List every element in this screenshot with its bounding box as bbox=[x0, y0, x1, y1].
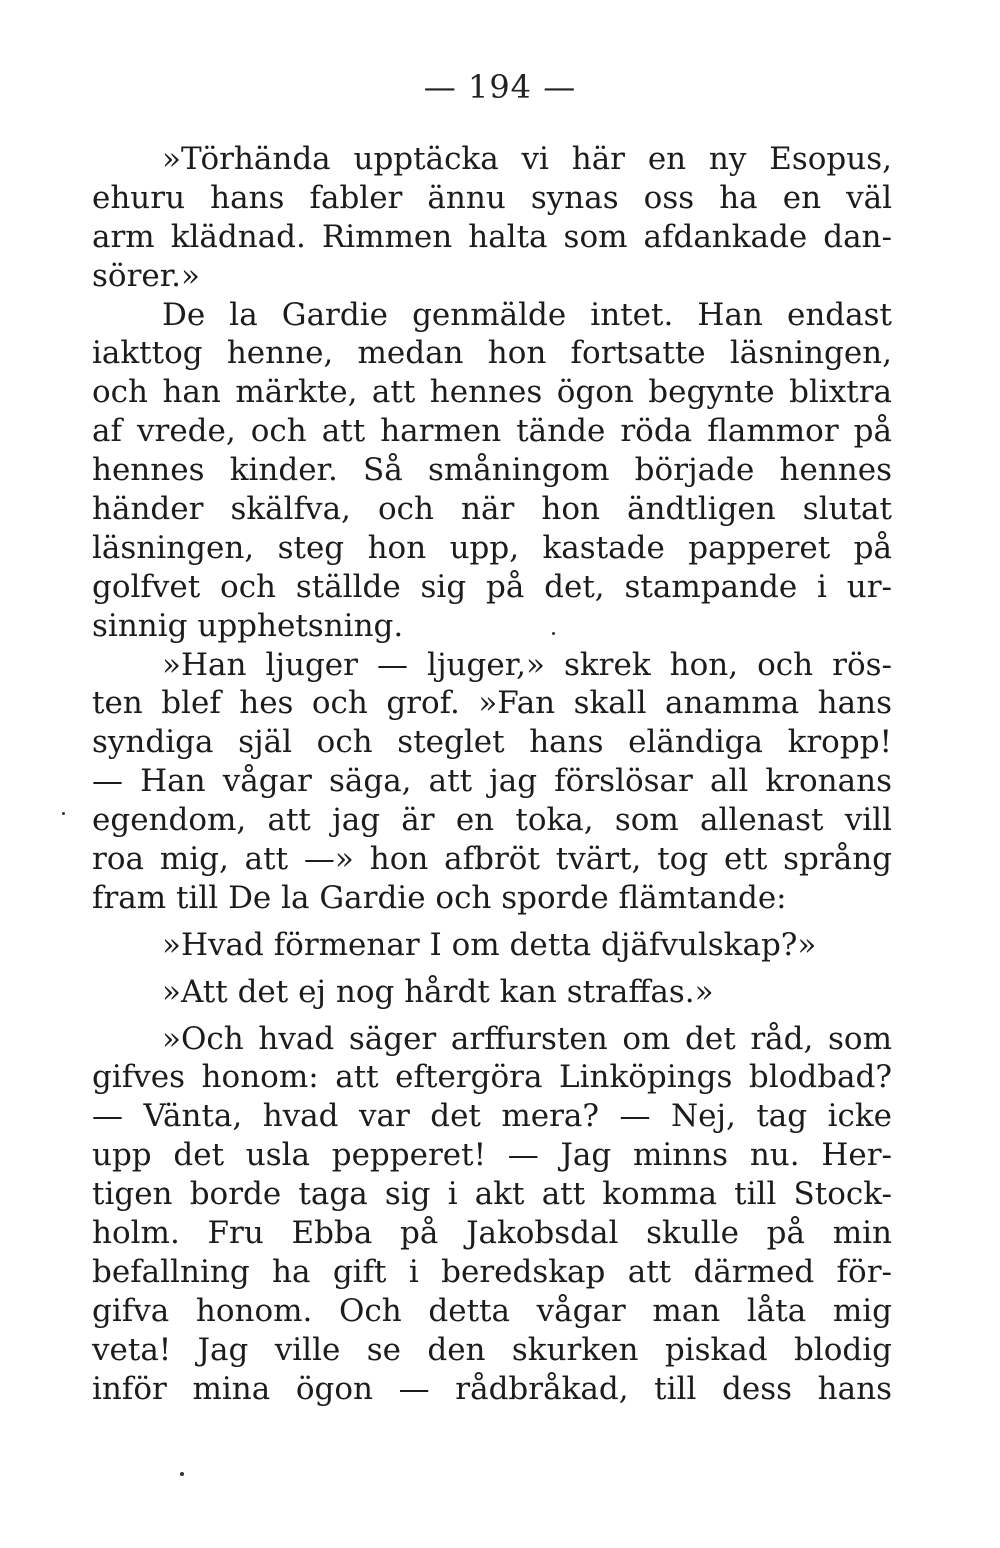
text-line: läsningen, steg hon upp, kastade papperet på bbox=[92, 529, 892, 566]
text-line: egendom, att jag är en toka, som allenast vill bbox=[92, 802, 892, 839]
text-line: — Han vågar säga, att jag förslösar all kronans bbox=[92, 763, 892, 800]
print-speck bbox=[552, 632, 555, 635]
page-body-text bbox=[92, 140, 892, 1409]
text-line: befallning ha gift i beredskap att därmed för- bbox=[92, 1253, 892, 1290]
text-line: arm klädnad. Rimmen halta som afdankade dan- bbox=[92, 218, 892, 255]
text-line: gifva honom. Och detta vågar man låta mig bbox=[92, 1292, 892, 1329]
text-line: fram till De la Gardie och sporde flämtande: bbox=[92, 879, 787, 916]
print-speck bbox=[62, 812, 65, 815]
text-line: ten blef hes och grof. »Fan skall anamma hans bbox=[92, 685, 892, 722]
text-line: af vrede, och att harmen tände röda flammor på bbox=[92, 413, 892, 450]
text-line: »Hvad förmenar I om detta djäfvulskap?» bbox=[162, 926, 817, 963]
text-line: gifves honom: att eftergöra Linköpings blodbad? bbox=[92, 1059, 892, 1096]
text-line: holm. Fru Ebba på Jakobsdal skulle på min bbox=[92, 1215, 892, 1252]
text-line: tigen borde taga sig i akt att komma till Stock- bbox=[92, 1176, 892, 1213]
text-line: syndiga själ och steglet hans eländiga kropp! bbox=[92, 724, 892, 761]
text-line: sinnig upphetsning. bbox=[92, 607, 404, 644]
text-line: »Han ljuger — ljuger,» skrek hon, och rös- bbox=[162, 646, 892, 683]
print-speck bbox=[180, 1472, 184, 1476]
text-line: De la Gardie genmälde intet. Han endast bbox=[162, 296, 892, 333]
text-line: upp det usla pepperet! — Jag minns nu. Her- bbox=[92, 1137, 892, 1174]
text-line: hennes kinder. Så småningom började hennes bbox=[92, 452, 892, 489]
text-line: »Och hvad säger arffursten om det råd, som bbox=[162, 1020, 892, 1057]
text-line: händer skälfva, och när hon ändtligen slutat bbox=[92, 491, 892, 528]
text-line: »Att det ej nog hårdt kan straffas.» bbox=[162, 973, 714, 1010]
text-line: inför mina ögon — rådbråkad, till dess hans bbox=[92, 1370, 892, 1407]
text-line: och han märkte, att hennes ögon begynte blixtra bbox=[92, 374, 892, 411]
text-line: iakttog henne, medan hon fortsatte läsningen, bbox=[92, 335, 892, 372]
text-line: ehuru hans fabler ännu synas oss ha en väl bbox=[92, 179, 892, 216]
page-number-header: — 194 — bbox=[423, 68, 577, 106]
text-line: golfvet och ställde sig på det, stampande i ur- bbox=[92, 568, 892, 605]
text-line: sörer.» bbox=[92, 257, 200, 294]
text-line: veta! Jag ville se den skurken piskad blodig bbox=[92, 1331, 892, 1368]
text-line: — Vänta, hvad var det mera? — Nej, tag icke bbox=[92, 1098, 892, 1135]
text-line: »Törhända upptäcka vi här en ny Esopus, bbox=[162, 141, 892, 177]
text-line: roa mig, att —» hon afbröt tvärt, tog ett språng bbox=[92, 841, 892, 878]
